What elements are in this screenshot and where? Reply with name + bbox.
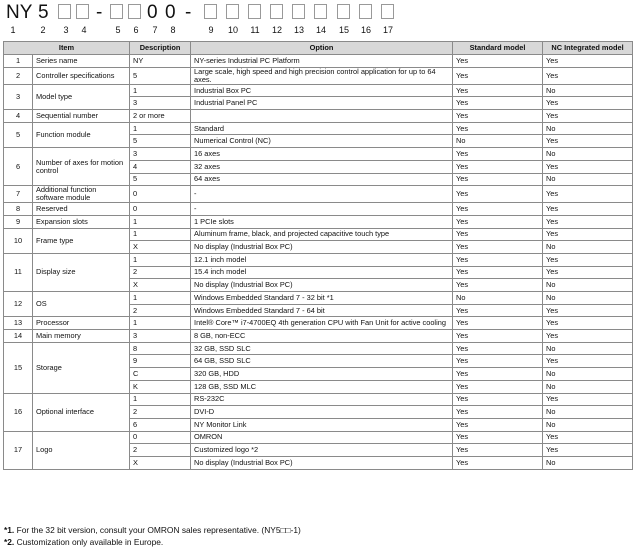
item-number: 16	[4, 393, 33, 431]
item-name: Sequential number	[33, 110, 130, 123]
standard-model-cell: Yes	[453, 342, 543, 355]
item-name: Number of axes for motion control	[33, 148, 130, 186]
table-row	[4, 317, 633, 330]
description-cell: 2	[130, 444, 191, 457]
code-char-0: 0	[147, 2, 158, 23]
code-box	[110, 4, 123, 19]
standard-model-cell: Yes	[453, 67, 543, 84]
option-cell: 32 axes	[191, 160, 453, 173]
standard-model-cell: Yes	[453, 266, 543, 279]
standard-model-cell: Yes	[453, 110, 543, 123]
position-number: 3	[63, 25, 69, 35]
description-cell: 0	[130, 203, 191, 216]
nc-model-cell: Yes	[543, 97, 633, 110]
standard-model-cell: Yes	[453, 304, 543, 317]
item-number: 15	[4, 342, 33, 393]
nc-model-cell: Yes	[543, 186, 633, 203]
table-row	[4, 84, 633, 97]
position-number: 14	[315, 25, 326, 35]
item-name: OS	[33, 292, 130, 317]
item-name: Frame type	[33, 228, 130, 253]
description-cell: 6	[130, 418, 191, 431]
option-cell: 1 PCIe slots	[191, 215, 453, 228]
position-number: 1	[10, 25, 16, 35]
nc-model-cell: Yes	[543, 67, 633, 84]
item-number: 5	[4, 122, 33, 147]
standard-model-cell: Yes	[453, 122, 543, 135]
standard-model-cell: Yes	[453, 97, 543, 110]
description-cell: 9	[130, 355, 191, 368]
code-dash: -	[185, 2, 192, 23]
option-cell: NY-series Industrial PC Platform	[191, 55, 453, 68]
option-cell: No display (Industrial Box PC)	[191, 279, 453, 292]
nc-model-cell: Yes	[543, 266, 633, 279]
nc-model-cell: No	[543, 380, 633, 393]
option-cell: Large scale, high speed and high precision control application for up to 64 axes.	[191, 67, 453, 84]
item-name: Expansion slots	[33, 215, 130, 228]
standard-model-cell: Yes	[453, 393, 543, 406]
code-box	[292, 4, 305, 19]
footnote-1: *1. For the 32 bit version, consult your OMRON sales representative. (NY5□□-1)	[4, 525, 301, 535]
option-cell: NY Monitor Link	[191, 418, 453, 431]
table-row	[4, 186, 633, 203]
nc-model-cell: No	[543, 292, 633, 305]
table-row	[4, 393, 633, 406]
standard-model-cell: Yes	[453, 253, 543, 266]
item-number: 11	[4, 253, 33, 291]
nc-model-cell: No	[543, 456, 633, 469]
item-number: 4	[4, 110, 33, 123]
option-cell: 320 GB, HDD	[191, 368, 453, 381]
option-cell: Industrial Panel PC	[191, 97, 453, 110]
standard-model-cell: Yes	[453, 317, 543, 330]
option-cell: No display (Industrial Box PC)	[191, 241, 453, 254]
code-box	[204, 4, 217, 19]
position-number: 12	[271, 25, 282, 35]
item-name: Additional function software module	[33, 186, 130, 203]
item-name: Optional interface	[33, 393, 130, 431]
item-name: Display size	[33, 253, 130, 291]
table-row	[4, 215, 633, 228]
standard-model-cell: Yes	[453, 380, 543, 393]
item-number: 6	[4, 148, 33, 186]
option-cell: DVI-D	[191, 406, 453, 419]
position-number: 13	[293, 25, 304, 35]
item-number: 17	[4, 431, 33, 469]
option-cell: 128 GB, SSD MLC	[191, 380, 453, 393]
nc-model-cell: No	[543, 279, 633, 292]
standard-model-cell: No	[453, 135, 543, 148]
position-number: 5	[115, 25, 121, 35]
item-name: Reserved	[33, 203, 130, 216]
item-number: 12	[4, 292, 33, 317]
item-number: 10	[4, 228, 33, 253]
standard-model-cell: Yes	[453, 160, 543, 173]
item-name: Series name	[33, 55, 130, 68]
code-box	[58, 4, 71, 19]
table-row	[4, 122, 633, 135]
option-cell: Numerical Control (NC)	[191, 135, 453, 148]
table-row	[4, 253, 633, 266]
position-number: 17	[382, 25, 393, 35]
position-number: 15	[338, 25, 349, 35]
description-cell: 3	[130, 330, 191, 343]
option-cell: -	[191, 186, 453, 203]
standard-model-cell: Yes	[453, 406, 543, 419]
code-dash: -	[96, 2, 103, 23]
standard-model-cell: Yes	[453, 456, 543, 469]
option-cell: 64 GB, SSD SLC	[191, 355, 453, 368]
description-cell: 1	[130, 84, 191, 97]
nc-model-cell: Yes	[543, 253, 633, 266]
standard-model-cell: Yes	[453, 148, 543, 161]
description-cell: 3	[130, 97, 191, 110]
item-name: Model type	[33, 84, 130, 109]
item-number: 7	[4, 186, 33, 203]
item-number: 9	[4, 215, 33, 228]
description-cell: X	[130, 241, 191, 254]
table-header-row	[4, 42, 633, 55]
option-cell: 64 axes	[191, 173, 453, 186]
description-cell: X	[130, 279, 191, 292]
option-cell: 15.4 inch model	[191, 266, 453, 279]
description-cell: 2	[130, 304, 191, 317]
description-cell: 5	[130, 173, 191, 186]
standard-model-cell: Yes	[453, 228, 543, 241]
table-row	[4, 330, 633, 343]
position-number: 10	[227, 25, 238, 35]
position-number: 7	[152, 25, 158, 35]
code-box	[381, 4, 394, 19]
standard-model-cell: Yes	[453, 418, 543, 431]
code-box	[359, 4, 372, 19]
code-box	[128, 4, 141, 19]
nc-model-cell: No	[543, 342, 633, 355]
option-cell: Customized logo *2	[191, 444, 453, 457]
option-cell: RS-232C	[191, 393, 453, 406]
item-name: Logo	[33, 431, 130, 469]
description-cell: 1	[130, 317, 191, 330]
standard-model-cell: Yes	[453, 55, 543, 68]
description-cell: 0	[130, 186, 191, 203]
option-cell: No display (Industrial Box PC)	[191, 456, 453, 469]
description-cell: 5	[130, 135, 191, 148]
standard-model-cell: Yes	[453, 241, 543, 254]
description-cell: K	[130, 380, 191, 393]
header-item: Item	[4, 42, 130, 55]
position-number: 2	[40, 25, 46, 35]
nc-model-cell: Yes	[543, 215, 633, 228]
description-cell: 1	[130, 393, 191, 406]
header-option: Option	[191, 42, 453, 55]
table-row	[4, 342, 633, 355]
model-options-table	[3, 41, 633, 470]
table-row	[4, 228, 633, 241]
header-nc-model: NC Integrated model	[543, 42, 633, 55]
nc-model-cell: Yes	[543, 393, 633, 406]
description-cell: 0	[130, 431, 191, 444]
standard-model-cell: Yes	[453, 368, 543, 381]
description-cell: 4	[130, 160, 191, 173]
nc-model-cell: Yes	[543, 330, 633, 343]
item-number: 13	[4, 317, 33, 330]
nc-model-cell: Yes	[543, 444, 633, 457]
nc-model-cell: No	[543, 122, 633, 135]
nc-model-cell: Yes	[543, 304, 633, 317]
header-standard-model: Standard model	[453, 42, 543, 55]
nc-model-cell: No	[543, 368, 633, 381]
code-char-5: 5	[38, 2, 49, 23]
position-number: 9	[208, 25, 214, 35]
table-row	[4, 431, 633, 444]
code-box	[248, 4, 261, 19]
nc-model-cell: Yes	[543, 228, 633, 241]
nc-model-cell: Yes	[543, 110, 633, 123]
description-cell: 1	[130, 253, 191, 266]
standard-model-cell: Yes	[453, 215, 543, 228]
option-cell: OMRON	[191, 431, 453, 444]
code-box	[226, 4, 239, 19]
nc-model-cell: Yes	[543, 317, 633, 330]
description-cell: 1	[130, 228, 191, 241]
position-number: 4	[81, 25, 87, 35]
nc-model-cell: Yes	[543, 431, 633, 444]
standard-model-cell: Yes	[453, 173, 543, 186]
description-cell: 2 or more	[130, 110, 191, 123]
item-number: 3	[4, 84, 33, 109]
option-cell: 16 axes	[191, 148, 453, 161]
description-cell: 5	[130, 67, 191, 84]
option-cell: 12.1 inch model	[191, 253, 453, 266]
code-box	[337, 4, 350, 19]
item-number: 8	[4, 203, 33, 216]
standard-model-cell: No	[453, 292, 543, 305]
description-cell: 3	[130, 148, 191, 161]
nc-model-cell: Yes	[543, 55, 633, 68]
position-number: 8	[170, 25, 176, 35]
item-name: Function module	[33, 122, 130, 147]
position-number: 16	[360, 25, 371, 35]
footnote-2: *2. Customization only available in Europe.	[4, 537, 164, 547]
position-number: 11	[250, 25, 260, 35]
option-cell: Intel® Core™ i7-4700EQ 4th generation CPU with Fan Unit for active cooling	[191, 317, 453, 330]
standard-model-cell: Yes	[453, 444, 543, 457]
nc-model-cell: Yes	[543, 160, 633, 173]
item-name: Controller specifications	[33, 67, 130, 84]
table-body	[4, 55, 633, 470]
description-cell: 1	[130, 215, 191, 228]
code-box	[76, 4, 89, 19]
description-cell: X	[130, 456, 191, 469]
nc-model-cell: No	[543, 241, 633, 254]
table-row	[4, 292, 633, 305]
item-number: 1	[4, 55, 33, 68]
model-code-header	[4, 0, 634, 38]
option-cell: Aluminum frame, black, and projected capacitive touch type	[191, 228, 453, 241]
description-cell: 1	[130, 122, 191, 135]
header-description: Description	[130, 42, 191, 55]
description-cell: 2	[130, 406, 191, 419]
item-name: Processor	[33, 317, 130, 330]
code-prefix: NY	[6, 2, 33, 23]
code-box	[314, 4, 327, 19]
option-cell	[191, 110, 453, 123]
table-row	[4, 148, 633, 161]
footnotes	[4, 524, 301, 548]
nc-model-cell: No	[543, 148, 633, 161]
description-cell: NY	[130, 55, 191, 68]
standard-model-cell: Yes	[453, 84, 543, 97]
item-number: 2	[4, 67, 33, 84]
description-cell: C	[130, 368, 191, 381]
option-cell: Standard	[191, 122, 453, 135]
item-name: Main memory	[33, 330, 130, 343]
description-cell: 1	[130, 292, 191, 305]
table-row	[4, 203, 633, 216]
item-name: Storage	[33, 342, 130, 393]
standard-model-cell: Yes	[453, 330, 543, 343]
nc-model-cell: No	[543, 173, 633, 186]
position-number: 6	[133, 25, 139, 35]
standard-model-cell: Yes	[453, 355, 543, 368]
table-row	[4, 55, 633, 68]
standard-model-cell: Yes	[453, 279, 543, 292]
item-number: 14	[4, 330, 33, 343]
option-cell: 8 GB, non-ECC	[191, 330, 453, 343]
description-cell: 8	[130, 342, 191, 355]
nc-model-cell: Yes	[543, 135, 633, 148]
option-cell: 32 GB, SSD SLC	[191, 342, 453, 355]
standard-model-cell: Yes	[453, 431, 543, 444]
option-cell: Industrial Box PC	[191, 84, 453, 97]
option-cell: -	[191, 203, 453, 216]
code-box	[270, 4, 283, 19]
nc-model-cell: No	[543, 406, 633, 419]
option-cell: Windows Embedded Standard 7 - 64 bit	[191, 304, 453, 317]
option-cell: Windows Embedded Standard 7 - 32 bit *1	[191, 292, 453, 305]
nc-model-cell: No	[543, 418, 633, 431]
nc-model-cell: No	[543, 84, 633, 97]
nc-model-cell: Yes	[543, 355, 633, 368]
standard-model-cell: Yes	[453, 186, 543, 203]
nc-model-cell: Yes	[543, 203, 633, 216]
table-row	[4, 110, 633, 123]
description-cell: 2	[130, 266, 191, 279]
table-row	[4, 67, 633, 84]
code-char-0: 0	[165, 2, 176, 23]
standard-model-cell: Yes	[453, 203, 543, 216]
